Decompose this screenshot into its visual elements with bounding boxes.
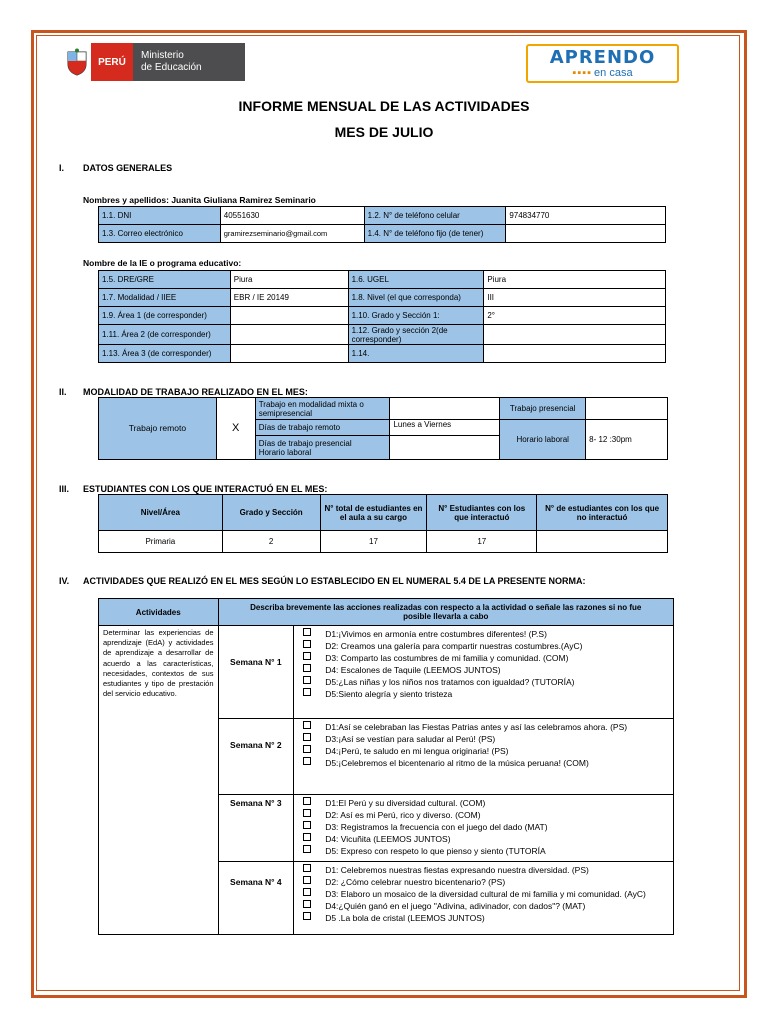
remote-days-value: Lunes a Viernes (390, 420, 500, 436)
list-item: D5:¡Celebremos el bicentenario al ritmo de la música peruana! (COM) (303, 757, 670, 769)
remote-work-mark: X (216, 398, 255, 460)
checkbox[interactable] (303, 809, 311, 817)
aprendo-en-casa-logo (526, 44, 679, 83)
minedu-logo (63, 43, 245, 81)
week-3-label: Semana N° 3 (218, 795, 294, 862)
cell-interacted: 17 (427, 531, 537, 553)
landline-value (506, 225, 666, 243)
nivel-value: III (484, 289, 666, 307)
header-not-interacted: N° de estudiantes con los que no interactuó (537, 495, 668, 531)
activities-table (98, 598, 674, 935)
activities-header: Actividades (99, 599, 219, 626)
list-item: D5: Expreso con respeto lo que pienso y siento (TUTORÍA (303, 845, 670, 857)
week-1-label: Semana N° 1 (218, 626, 294, 719)
list-item: D5 .La bola de cristal (LEEMOS JUNTOS) (303, 912, 670, 924)
remote-days-label: Días de trabajo remoto (255, 420, 390, 436)
area3-value (230, 345, 348, 363)
list-item: D3:¡Así se vestían para saludar al Perú! (PS) (303, 733, 670, 745)
landline-label: 1.4. N° de teléfono fijo (de tener) (364, 225, 506, 243)
area1-label: 1.9. Área 1 (de corresponder) (99, 307, 231, 325)
header-total: N° total de estudiantes en el aula a su cargo (320, 495, 427, 531)
peru-label: PERÚ (91, 43, 133, 81)
list-item: D4: Vicuñita (LEEMOS JUNTOS) (303, 833, 670, 845)
header-grado: Grado y Sección (222, 495, 320, 531)
cell-total: 17 (320, 531, 427, 553)
list-item: D1:Así se celebraban las Fiestas Patrias antes y así las celebramos ahora. (PS) (303, 721, 670, 733)
week-4-activities (294, 862, 674, 935)
document-title: INFORME MENSUAL DE LAS ACTIVIDADES (238, 98, 530, 114)
personal-name-label: Nombres y apellidos: Juanita Giuliana Ramirez Seminario (83, 195, 316, 205)
mixed-work-value (390, 398, 500, 420)
cellphone-label: 1.2. N° de teléfono celular (364, 207, 506, 225)
list-item: D3: Comparto las costumbres de mi familia y comunidad. (COM) (303, 652, 670, 664)
activities-description: Determinar las experiencias de aprendizaje (EdA) y actividades de aprendizaje a desarrollar de acuerdo a las características, necesidades, contextos de sus estudiantes y tipo de prestación del servicio educativo. (99, 626, 219, 935)
checkbox[interactable] (303, 888, 311, 896)
nivel-label: 1.8. Nivel (el que corresponda) (348, 289, 484, 307)
area3-label: 1.13. Área 3 (de corresponder) (99, 345, 231, 363)
dre-label: 1.5. DRE/GRE (99, 271, 231, 289)
coat-of-arms-icon (63, 43, 91, 81)
checkbox[interactable] (303, 845, 311, 853)
checkbox[interactable] (303, 688, 311, 696)
list-item: D5:¿Las niñas y los niños nos tratamos con igualdad? (TUTORÍA) (303, 676, 670, 688)
week-2-activities (294, 719, 674, 795)
area2-value (230, 325, 348, 345)
list-item: D3: Elaboro un mosaico de la diversidad cultural de mi familia y mi comunidad. (AyC) (303, 888, 670, 900)
list-item: D4: Escalones de Taquile (LEEMOS JUNTOS) (303, 664, 670, 676)
dre-value: Piura (230, 271, 348, 289)
document-subtitle: MES DE JULIO (334, 124, 434, 140)
personal-data-table (98, 206, 666, 243)
area1-value (230, 307, 348, 325)
cellphone-value: 974834770 (506, 207, 666, 225)
checkbox[interactable] (303, 912, 311, 920)
week-3-activities (294, 795, 674, 862)
dni-value: 40551630 (220, 207, 364, 225)
checkbox[interactable] (303, 900, 311, 908)
cell-not-interacted (537, 531, 668, 553)
cell-grado: 2 (222, 531, 320, 553)
description-header: Describa brevemente las acciones realizadas con respecto a la actividad o señale las razones si no fue posible llevarla a cabo (218, 599, 674, 626)
modality-table (98, 397, 668, 460)
presential-schedule-label: Horario laboral (500, 420, 586, 460)
week-1-activities (294, 626, 674, 719)
email-value: gramirezseminario@gmail.com (220, 225, 364, 243)
checkbox[interactable] (303, 876, 311, 884)
cell-nivel: Primaria (99, 531, 223, 553)
checkbox[interactable] (303, 864, 311, 872)
list-item: D2: Creamos una galería para compartir nuestras costumbres.(AyC) (303, 640, 670, 652)
week-4-label: Semana N° 4 (218, 862, 294, 935)
mixed-work-label: Trabajo en modalidad mixta o semipresencial (255, 398, 390, 420)
ugel-label: 1.6. UGEL (348, 271, 484, 289)
checkbox[interactable] (303, 757, 311, 765)
ministry-label: Ministerio de Educación (133, 43, 245, 81)
modalidad-label: 1.7. Modalidad / IIEE (99, 289, 231, 307)
list-item: D4:¡Perú, te saludo en mi lengua originaria! (PS) (303, 745, 670, 757)
list-item: D5:Siento alegría y siento tristeza (303, 688, 670, 700)
list-item: D2: ¿Cómo celebrar nuestro bicentenario? (PS) (303, 876, 670, 888)
checkbox[interactable] (303, 745, 311, 753)
checkbox[interactable] (303, 628, 311, 636)
checkbox[interactable] (303, 821, 311, 829)
presential-schedule-value: 8- 12 :30pm (586, 420, 668, 460)
presential-days-value (390, 436, 500, 460)
header-interacted: N° Estudiantes con los que interactuó (427, 495, 537, 531)
institution-table (98, 270, 666, 363)
header-nivel: Nivel/Área (99, 495, 223, 531)
list-item: D3: Registramos la frecuencia con el juego del dado (MAT) (303, 821, 670, 833)
dni-label: 1.1. DNI (99, 207, 221, 225)
list-item: D1:¡Vivimos en armonía entre costumbres diferentes! (P.S) (303, 628, 670, 640)
grado2-label: 1.12. Grado y sección 2(de corresponder) (348, 325, 484, 345)
presential-work-value (586, 398, 668, 420)
checkbox[interactable] (303, 833, 311, 841)
item-114-label: 1.14. (348, 345, 484, 363)
checkbox[interactable] (303, 676, 311, 684)
list-item: D1:El Perú y su diversidad cultural. (COM) (303, 797, 670, 809)
checkbox[interactable] (303, 721, 311, 729)
students-table (98, 494, 668, 553)
area2-label: 1.11. Área 2 (de corresponder) (99, 325, 231, 345)
modalidad-value: EBR / IE 20149 (230, 289, 348, 307)
checkbox[interactable] (303, 664, 311, 672)
grado1-label: 1.10. Grado y Sección 1: (348, 307, 484, 325)
grado1-value: 2° (484, 307, 666, 325)
checkbox[interactable] (303, 733, 311, 741)
remote-work-label: Trabajo remoto (99, 398, 217, 460)
item-114-value (484, 345, 666, 363)
presential-work-label: Trabajo presencial (500, 398, 586, 420)
en-casa-text: ▪▪▪▪ en casa (572, 67, 633, 79)
list-item: D1: Celebremos nuestras fiestas expresando nuestra diversidad. (PS) (303, 864, 670, 876)
week-2-label: Semana N° 2 (218, 719, 294, 795)
presential-days-and-schedule: Días de trabajo presencial Horario laboral (255, 436, 390, 460)
checkbox[interactable] (303, 640, 311, 648)
list-item: D4:¿Quién ganó en el juego "Adivina, adivinador, con dados"? (MAT) (303, 900, 670, 912)
aprendo-text: APRENDO (549, 47, 656, 68)
institution-label: Nombre de la IE o programa educativo: (83, 258, 242, 268)
list-item: D2: Así es mi Perú, rico y diverso. (COM) (303, 809, 670, 821)
checkbox[interactable] (303, 652, 311, 660)
checkbox[interactable] (303, 797, 311, 805)
email-label: 1.3. Correo electrónico (99, 225, 221, 243)
grado2-value (484, 325, 666, 345)
ugel-value: Piura (484, 271, 666, 289)
